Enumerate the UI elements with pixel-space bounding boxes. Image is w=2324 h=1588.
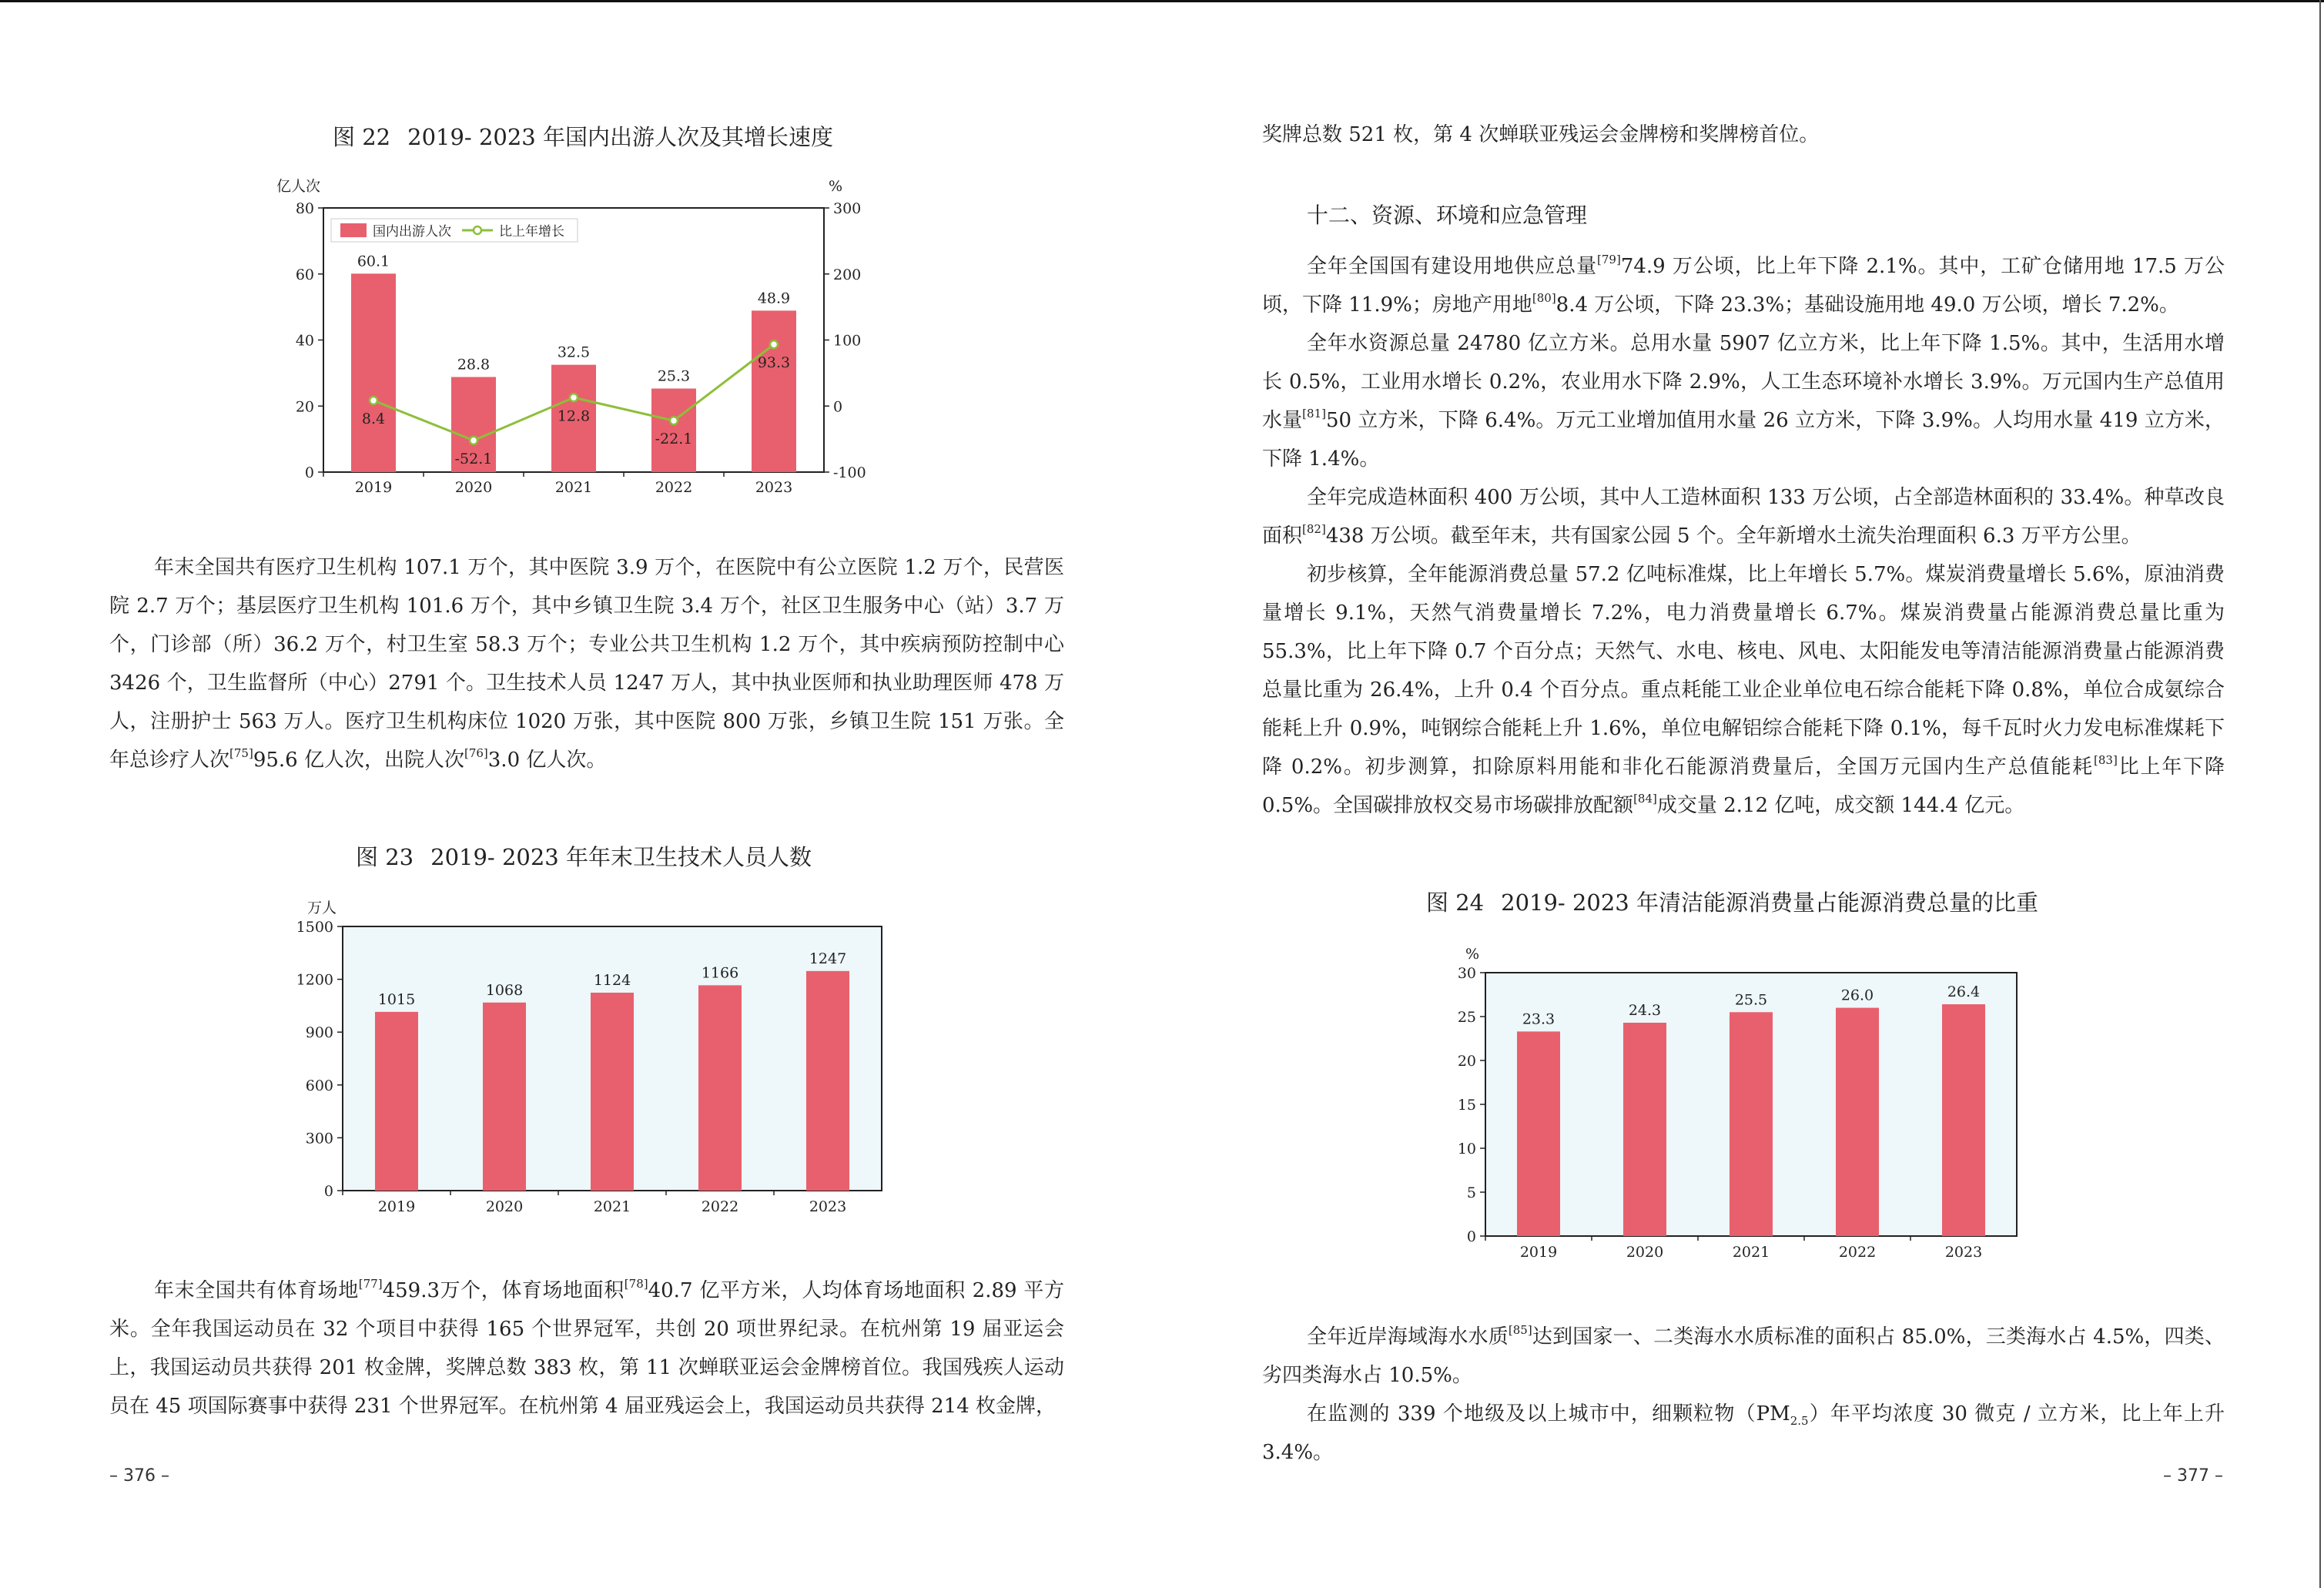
y-tick-label-left: 20	[295, 398, 314, 416]
paragraph-text: 成交量 2.12 亿吨，成交额 144.4 亿元。	[1656, 794, 2025, 817]
y-tick-label-left: 40	[295, 332, 314, 350]
paragraph-text: 50 立方米，下降 6.4%。万元工业增加值用水量 26 立方米，下降 3.9%。人均用水量 419 立方米，下降 1.4%。	[1262, 409, 2225, 471]
subscript: 2.5	[1790, 1414, 1809, 1428]
paragraph-text: 年末全国共有医疗卫生机构 107.1 万个，其中医院 3.9 万个，在医院中有公立医院 1.2 万个，民营医院 2.7 万个；基层医疗卫生机构 101.6 万个，其中乡镇卫生院 3.4 万个，社区卫生服务中心（站）3.7 万个，门诊部（所）36.2 万个，村卫生室 58.3 万个；专业公共卫生机构 1.2 万个，其中疾病预防控制中心 3426 个，卫生监督所（中心）2791 个。卫生技术人员 1247 万人，其中执业医师和执业助理医师 478 万人，注册护士 563 万人。医疗卫生机构床位 1020 万张，其中医院 800 万张，乡镇卫生院 151 万张。全年总诊疗人次	[109, 556, 1064, 772]
footnote-ref: [82]	[1302, 522, 1326, 536]
footnote-ref: [75]	[229, 746, 253, 760]
growth-point	[370, 397, 377, 404]
bar-value-label: 1247	[809, 950, 847, 967]
paragraph-text: 在监测的 339 个地级及以上城市中，细颗粒物（PM	[1307, 1402, 1790, 1426]
x-tick-label: 2020	[485, 1198, 524, 1215]
section-heading: 十二、资源、环境和应急管理	[1307, 203, 1588, 228]
growth-point	[470, 437, 477, 444]
paragraph-text: 比上年下降 0.5%。全国碳排放权交易市场碳排放配额	[1262, 755, 2225, 817]
y-tick-label: 300	[305, 1130, 333, 1147]
y-axis-unit: 万人	[306, 900, 337, 916]
paragraph-text: 达到国家一、二类海水水质标准的面积占 85.0%，三类海水占 4.5%，四类、劣四类海水占 10.5%。	[1262, 1325, 2225, 1387]
paragraph-text: 全年水资源总量 24780 亿立方米。总用水量 5907 亿立方米，比上年下降 1.5%。其中，生活用水增长 0.5%，工业用水增长 0.2%，农业用水下降 2.9%，人工生态环境补水增长 3.9%。万元国内生产总值用水量	[1262, 332, 2225, 432]
bar-value-label: 28.8	[457, 356, 491, 374]
bar	[1730, 1012, 1773, 1236]
footnote-ref: [79]	[1597, 253, 1621, 266]
paragraph-water	[1262, 324, 2225, 478]
paragraph-land	[1262, 247, 2225, 324]
y-tick-label: 0	[1466, 1228, 1476, 1245]
bar	[591, 993, 634, 1191]
x-tick-label: 2020	[1626, 1244, 1664, 1261]
y-tick-label-right: 200	[833, 266, 862, 283]
y-tick-label: 0	[323, 1183, 333, 1200]
paragraph-pm25	[1262, 1395, 2225, 1472]
x-tick-label: 2021	[1732, 1244, 1770, 1261]
y-tick-label: 5	[1466, 1184, 1476, 1201]
legend-swatch-bar	[340, 223, 367, 237]
paragraph-continued	[1262, 116, 2225, 154]
growth-value-label: -52.1	[454, 450, 493, 467]
y-tick-label-right: 300	[833, 200, 862, 217]
figure-23-title	[356, 840, 812, 872]
footnote-ref: [84]	[1633, 792, 1657, 806]
y-tick-label: 600	[305, 1077, 333, 1094]
paragraph-text: 全年完成造林面积 400 万公顷，其中人工造林面积 133 万公顷，占全部造林面积的 33.4%。种草改良面积	[1262, 486, 2225, 548]
y-tick-label: 25	[1457, 1009, 1476, 1026]
y-tick-label-left: 0	[304, 464, 314, 481]
paragraph-text: 年末全国共有体育场地	[154, 1279, 359, 1302]
y-tick-label: 15	[1457, 1097, 1476, 1114]
bar-value-label: 1166	[701, 964, 739, 982]
right-page	[1162, 0, 2324, 1588]
figure-22-chart	[276, 176, 901, 507]
bar-value-label: 25.5	[1734, 991, 1768, 1009]
growth-value-label: -22.1	[655, 431, 693, 448]
footnote-ref: [83]	[2094, 753, 2118, 767]
x-tick-label: 2023	[755, 479, 793, 496]
footnote-ref: [80]	[1532, 291, 1556, 305]
page-number-right: – 377 –	[2163, 1466, 2223, 1486]
legend-label-line: 比上年增长	[499, 224, 564, 240]
bar	[1517, 1031, 1560, 1236]
y-tick-label: 1500	[296, 919, 333, 936]
figure-23-number: 图 23	[356, 844, 414, 870]
y-axis-unit: %	[1465, 946, 1479, 963]
bar-value-label: 1015	[377, 990, 416, 1008]
bar	[351, 273, 396, 472]
bar-value-label: 25.3	[657, 367, 691, 385]
bar	[806, 971, 849, 1191]
bar-value-label: 24.3	[1628, 1001, 1662, 1019]
footnote-ref: [76]	[464, 746, 488, 760]
figure-24-title	[1426, 886, 2038, 917]
paragraph-text: ）年平均浓度 30 微克 / 立方米，比上年上升 3.4%。	[1262, 1402, 2225, 1464]
x-tick-label: 2023	[809, 1198, 847, 1215]
paragraph-energy	[1262, 555, 2225, 825]
growth-value-label: 8.4	[361, 410, 386, 428]
growth-value-label: 93.3	[757, 354, 791, 372]
paragraph-health	[109, 548, 1064, 779]
footnote-ref: [78]	[624, 1277, 648, 1291]
bar-value-label: 1124	[593, 971, 631, 989]
footnote-ref: [81]	[1302, 407, 1326, 420]
y-tick-label: 10	[1457, 1141, 1476, 1157]
x-tick-label: 2022	[1838, 1244, 1877, 1261]
paragraph-text: 438 万公顷。截至年末，共有国家公园 5 个。全年新增水土流失治理面积 6.3 万平方公里。	[1325, 524, 2141, 548]
bar-value-label: 26.4	[1947, 983, 1981, 1001]
paragraph-text: 40.7 亿平方米，人均体育场地面积 2.89 平方米。全年我国运动员在 32 个项目中获得 165 个世界冠军，共创 20 项世界纪录。在杭州第 19 届亚运会上，我国运动员共获得 201 枚金牌，奖牌总数 383 枚，第 11 次蝉联亚运会金牌榜首位。我国残疾人运动员在 45 项国际赛事中获得 231 个世界冠军。在杭州第 4 届亚残运会上，我国运动员共获得 214 枚金牌，	[109, 1279, 1064, 1418]
y-tick-label-left: 60	[295, 266, 314, 283]
paragraph-forest	[1262, 478, 2225, 555]
figure-22-title	[333, 120, 833, 152]
figure-23-chart	[293, 892, 893, 1215]
bar	[483, 1003, 526, 1191]
paragraph-sea	[1262, 1318, 2225, 1395]
bar	[375, 1012, 418, 1191]
paragraph-text: 奖牌总数 521 枚，第 4 次蝉联亚残运会金牌榜和奖牌榜首位。	[1262, 123, 1820, 146]
paragraph-text: 8.4 万公顷，下降 23.3%；基础设施用地 49.0 万公顷，增长 7.2%。	[1555, 293, 2179, 317]
x-tick-label: 2019	[377, 1198, 416, 1215]
x-tick-label: 2023	[1944, 1244, 1983, 1261]
growth-point	[570, 394, 578, 401]
page-number-left: – 376 –	[109, 1466, 169, 1486]
bar-value-label: 48.9	[757, 290, 791, 307]
y-axis-left-unit: 亿人次	[276, 178, 320, 195]
bar-value-label: 60.1	[357, 253, 390, 270]
y-tick-label-left: 80	[295, 200, 314, 217]
y-tick-label: 20	[1457, 1053, 1476, 1070]
legend-label-bar: 国内出游人次	[373, 224, 451, 240]
y-tick-label-right: 100	[833, 332, 862, 350]
paragraph-sports	[109, 1271, 1064, 1426]
figure-22-number: 图 22	[333, 124, 391, 150]
legend	[331, 219, 578, 242]
y-tick-label: 30	[1457, 965, 1476, 982]
growth-point	[670, 417, 678, 424]
bar	[1836, 1008, 1879, 1236]
paragraph-text: 全年全国国有建设用地供应总量	[1307, 255, 1598, 278]
bar-value-label: 1068	[485, 981, 524, 999]
legend-swatch-point	[474, 226, 481, 234]
bar	[1623, 1023, 1666, 1236]
growth-point	[770, 340, 778, 348]
paragraph-text: 95.6 亿人次，出院人次	[253, 749, 464, 772]
paragraph-text: 3.0 亿人次。	[487, 749, 607, 772]
bar-value-label: 23.3	[1522, 1010, 1555, 1028]
figure-22-title-text: 2019- 2023 年国内出游人次及其增长速度	[407, 124, 833, 150]
y-axis-right-unit: %	[829, 178, 843, 195]
bar	[698, 985, 742, 1191]
x-tick-label: 2020	[454, 479, 493, 496]
x-tick-label: 2019	[1519, 1244, 1558, 1261]
figure-23-title-text: 2019- 2023 年年末卫生技术人员人数	[430, 844, 812, 870]
x-tick-label: 2019	[354, 479, 393, 496]
bar-value-label: 26.0	[1840, 987, 1874, 1004]
figure-24-number: 图 24	[1426, 889, 1485, 916]
bar	[752, 310, 796, 472]
y-tick-label: 900	[305, 1024, 333, 1042]
footnote-ref: [85]	[1508, 1323, 1532, 1337]
x-tick-label: 2021	[593, 1198, 631, 1215]
y-tick-label: 1200	[296, 971, 333, 989]
x-tick-label: 2022	[701, 1198, 739, 1215]
figure-24-title-text: 2019- 2023 年清洁能源消费量占能源消费总量的比重	[1501, 889, 2038, 916]
paragraph-text: 74.9 万公顷，比上年下降 2.1%。其中，工矿仓储用地 17.5 万公顷，下降 11.9%；房地产用地	[1262, 255, 2225, 317]
footnote-ref: [77]	[358, 1277, 383, 1291]
paragraph-text: 全年近岸海域海水水质	[1307, 1325, 1509, 1348]
bar	[1942, 1004, 1985, 1236]
paragraph-text: 459.3万个，体育场地面积	[382, 1279, 625, 1302]
y-tick-label-right: -100	[833, 464, 866, 481]
bar-value-label: 32.5	[557, 343, 591, 361]
growth-value-label: 12.8	[557, 407, 591, 425]
x-tick-label: 2022	[655, 479, 693, 496]
figure-24-chart	[1439, 943, 2024, 1267]
y-tick-label-right: 0	[833, 398, 843, 416]
paragraph-text: 初步核算，全年能源消费总量 57.2 亿吨标准煤，比上年增长 5.7%。煤炭消费量增长 5.6%，原油消费量增长 9.1%，天然气消费量增长 7.2%，电力消费量增长 6.7%。煤炭消费量占能源消费总量比重为 55.3%，比上年下降 0.7 个百分点；天然气、水电、核电、风电、太阳能发电等清洁能源消费量占能源消费总量比重为 26.4%，上升 0.4 个百分点。重点耗能工业企业单位电石综合能耗下降 0.8%，单位合成氨综合能耗上升 0.9%，吨钢综合能耗上升 1.6%，单位电解铝综合能耗下降 0.1%，每千瓦时火力发电标准煤耗下降 0.2%。初步测算，扣除原料用能和非化石能源消费量后，全国万元国内生产总值能耗	[1262, 563, 2225, 779]
x-tick-label: 2021	[554, 479, 593, 496]
